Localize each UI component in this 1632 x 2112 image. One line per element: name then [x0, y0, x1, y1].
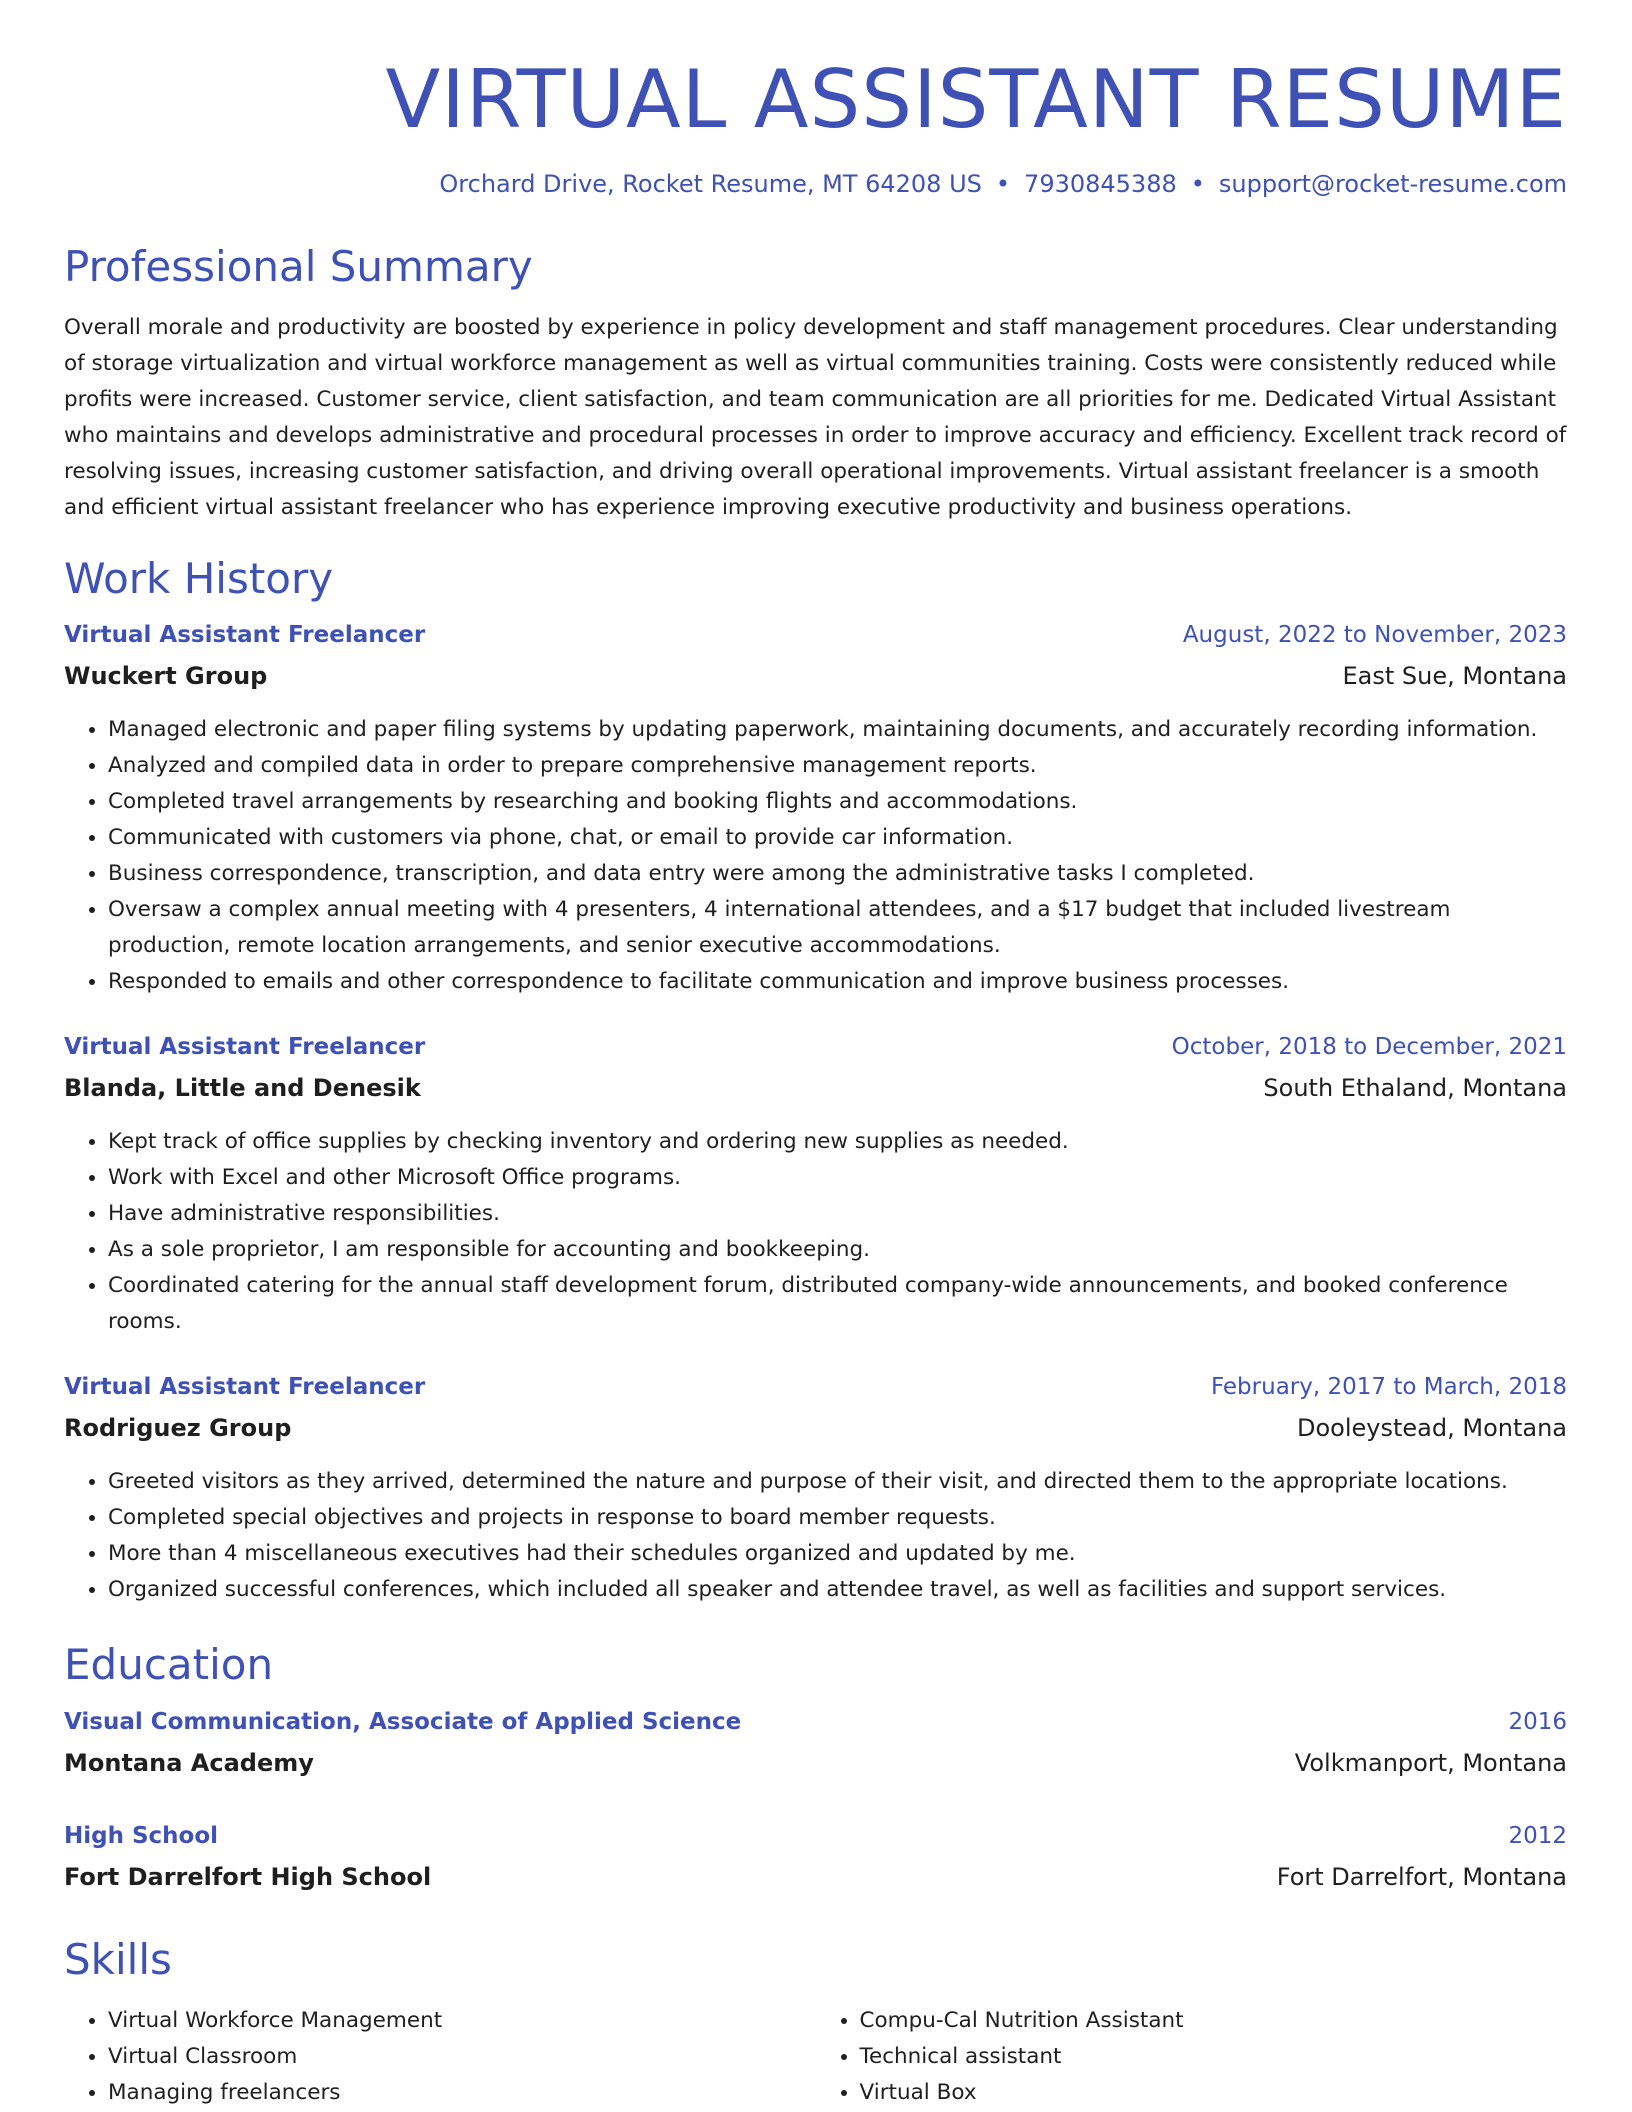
list-item: • Managing freelancers	[108, 2075, 816, 2111]
education-location: Volkmanport, Montana	[1294, 1748, 1567, 1777]
list-item: • Technical assistant	[860, 2039, 1568, 2075]
job-company: Rodriguez Group	[64, 1414, 292, 1443]
list-item: • Kept track of office supplies by checking inventory and ordering new supplies as needed.	[108, 1124, 1567, 1160]
job-dates: February, 2017 to March, 2018	[1210, 1374, 1567, 1401]
job-header-row	[64, 1374, 1567, 1414]
job-company-row	[64, 1074, 1567, 1114]
list-item: • Business correspondence, transcription, and data entry were among the administrative tasks I completed.	[108, 856, 1567, 892]
list-item: • Have administrative responsibilities.	[108, 1196, 1567, 1232]
job-dates: October, 2018 to December, 2021	[1171, 1034, 1567, 1061]
education-header-row	[64, 1709, 1567, 1749]
job-role: Virtual Assistant Freelancer	[64, 622, 426, 649]
list-item: • Compu-Cal Nutrition Assistant	[860, 2003, 1568, 2039]
list-item: • As a sole proprietor, I am responsible for accounting and bookkeeping.	[108, 1232, 1567, 1268]
separator-dot: •	[1190, 170, 1205, 198]
job-bullets	[64, 1124, 1567, 1340]
job-location: Dooleystead, Montana	[1297, 1414, 1567, 1443]
summary-heading: Professional Summary	[64, 242, 533, 291]
list-item: • Managed electronic and paper filing systems by updating paperwork, maintaining documents, and accurately recording information.	[108, 712, 1567, 748]
job-location: South Ethaland, Montana	[1263, 1074, 1567, 1103]
list-item: • Virtual Box	[860, 2075, 1568, 2111]
job-bullets	[64, 712, 1567, 1000]
education-year: 2012	[1508, 1822, 1567, 1849]
education-year: 2016	[1508, 1708, 1567, 1735]
email-text: support@rocket-resume.com	[1218, 170, 1567, 198]
list-item: • Communicated with customers via phone, chat, or email to provide car information.	[108, 820, 1567, 856]
job-bullets	[64, 1464, 1567, 1608]
skills-heading: Skills	[64, 1934, 172, 1984]
job-company: Blanda, Little and Denesik	[64, 1074, 421, 1103]
phone-text: 7930845388	[1024, 170, 1177, 198]
education-degree: Visual Communication, Associate of Applied Science	[64, 1708, 742, 1735]
list-item: • Greeted visitors as they arrived, determined the nature and purpose of their visit, and directed them to the appropriate locations.	[108, 1464, 1567, 1500]
education-location: Fort Darrelfort, Montana	[1276, 1862, 1567, 1891]
job-header-row	[64, 1034, 1567, 1074]
list-item: • Virtual Classroom	[108, 2039, 816, 2075]
list-item: • More than 4 miscellaneous executives had their schedules organized and updated by me.	[108, 1536, 1567, 1572]
job-company-row	[64, 662, 1567, 702]
summary-text: Overall morale and productivity are boosted by experience in policy development and staff management procedures. Clear understanding of storage virtualization and virtual workforce management as well as virtual communities training. Costs were consistently reduced while profits were increased. Customer service, client satisfaction, and team communication are all priorities for me. Dedicated Virtual Assistant who maintains and develops administrative and procedural processes in order to improve accuracy and efficiency. Excellent track record of resolving issues, increasing customer satisfaction, and driving overall operational improvements. Virtual assistant freelancer is a smooth and efficient virtual assistant freelancer who has experience improving executive productivity and business operations.	[64, 315, 1567, 521]
education-school: Montana Academy	[64, 1748, 314, 1777]
work-history-heading: Work History	[64, 554, 334, 604]
skills-column-right	[816, 2003, 1568, 2111]
job-location: East Sue, Montana	[1342, 662, 1567, 691]
list-item: • Organized successful conferences, which included all speaker and attendee travel, as well as facilities and support services.	[108, 1572, 1567, 1608]
separator-dot: •	[995, 170, 1011, 198]
contact-line	[64, 170, 1567, 198]
education-heading: Education	[64, 1640, 274, 1690]
job-entry	[64, 622, 1567, 1000]
job-role: Virtual Assistant Freelancer	[64, 1034, 426, 1061]
list-item: • Virtual Workforce Management	[108, 2003, 816, 2039]
education-entry	[64, 1709, 1567, 1789]
job-dates: August, 2022 to November, 2023	[1182, 622, 1567, 649]
resume-header	[64, 52, 1567, 198]
education-school: Fort Darrelfort High School	[64, 1862, 432, 1891]
job-entry	[64, 1034, 1567, 1340]
job-role: Virtual Assistant Freelancer	[64, 1374, 426, 1401]
list-item: • Work with Excel and other Microsoft Office programs.	[108, 1160, 1567, 1196]
job-entry	[64, 1374, 1567, 1608]
education-school-row	[64, 1863, 1567, 1903]
list-item: • Coordinated catering for the annual staff development forum, distributed company-wide announcements, and booked conference rooms.	[108, 1268, 1567, 1340]
skills-list	[64, 2003, 1567, 2111]
job-header-row	[64, 622, 1567, 662]
list-item: • Completed travel arrangements by researching and booking flights and accommodations.	[108, 784, 1567, 820]
list-item: • Oversaw a complex annual meeting with 4 presenters, 4 international attendees, and a $17 budget that included livestream production, remote location arrangements, and senior executive accommodations.	[108, 892, 1567, 964]
job-company-row	[64, 1414, 1567, 1454]
resume-page	[64, 40, 1567, 2111]
list-item: • Analyzed and compiled data in order to prepare comprehensive management reports.	[108, 748, 1567, 784]
education-entry	[64, 1823, 1567, 1903]
job-company: Wuckert Group	[64, 662, 268, 691]
education-header-row	[64, 1823, 1567, 1863]
skills-column-left	[64, 2003, 816, 2111]
address-text: Orchard Drive, Rocket Resume, MT 64208 US	[439, 170, 982, 198]
resume-title: VIRTUAL ASSISTANT RESUME	[385, 53, 1567, 146]
education-degree: High School	[64, 1822, 219, 1849]
list-item: • Completed special objectives and projects in response to board member requests.	[108, 1500, 1567, 1536]
education-school-row	[64, 1749, 1567, 1789]
list-item: • Responded to emails and other correspondence to facilitate communication and improve business processes.	[108, 964, 1567, 1000]
